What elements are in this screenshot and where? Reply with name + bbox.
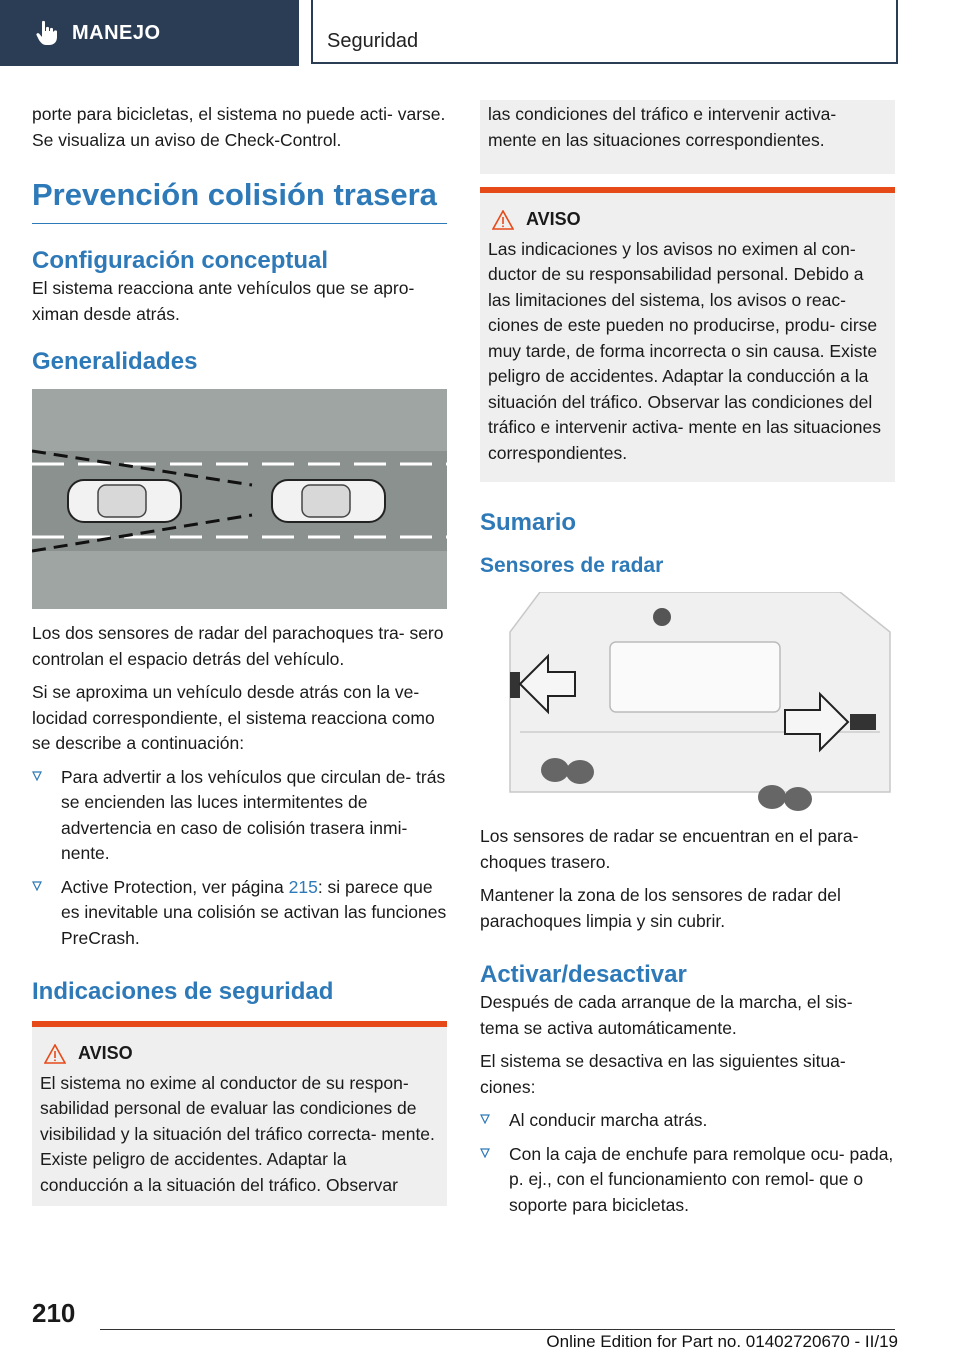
triangle-bullet-icon	[480, 1114, 490, 1124]
car-rear-icon	[68, 480, 181, 522]
reaction-list	[32, 765, 447, 952]
warning-title: AVISO	[78, 1043, 133, 1063]
left-column	[32, 102, 447, 1206]
right-column	[480, 100, 895, 1226]
bullet-text-post: : si parece que es inevitable una colisión se activan las funciones PreCrash.	[61, 876, 447, 948]
warning-triangle-icon	[492, 210, 514, 230]
deactivate-list	[480, 1108, 895, 1218]
warning-triangle-icon	[44, 1044, 66, 1064]
road-cars-illustration	[32, 389, 447, 609]
warning-text: El sistema no exime al conductor de su respon- sabilidad personal de evaluar las condiciones de visibilidad y la situación del tráfico correcta- mente. Existe peligro de accidentes. Adaptar la conducción a la situación del tráfico. Observar	[40, 1072, 435, 1195]
radar-text-2: Mantener la zona de los sensores de radar del parachoques limpia y sin cubrir.	[480, 885, 841, 931]
general-heading: Generalidades	[32, 348, 198, 375]
list-item	[480, 1142, 895, 1219]
para-sensors: Los dos sensores de radar del parachoques tra- sero controlan el espacio detrás del vehículo.	[32, 623, 444, 669]
summary-heading: Sumario	[480, 509, 577, 536]
list-item	[32, 765, 447, 867]
activate-text-2: El sistema se desactiva en las siguientes situa- ciones:	[480, 1051, 846, 1097]
triangle-bullet-icon	[32, 881, 42, 891]
triangle-bullet-icon	[480, 1148, 490, 1158]
bullet-text-pre: Active Protection, ver página	[61, 876, 289, 897]
continued-text: las condiciones del tráfico e intervenir activa- mente en las situaciones correspondientes.	[488, 104, 837, 150]
warning-title: AVISO	[526, 209, 581, 229]
intro-text: porte para bicicletas, el sistema no puede acti- varse. Se visualiza un aviso de Check-Control.	[32, 104, 446, 150]
chapter-tab[interactable]	[311, 0, 898, 64]
list-item	[480, 1108, 895, 1134]
warning-text: Las indicaciones y los avisos no eximen al con- ductor de su responsabilidad personal. Debido a las limitaciones del sistema, los avisos o reac- ciones de este pueden no producirse, produ- cirse muy tarde, de forma incorrecta o sin causa. Existe peligro de accidentes. Adaptar la conducción a la situación del tráfico. Observar las condiciones del tráfico e intervenir activa- mente en las situaciones correspondientes.	[488, 238, 881, 463]
activate-text-1: Después de cada arranque de la marcha, el sis- tema se activa automáticamente.	[480, 992, 853, 1038]
radar-sensor-figure	[480, 592, 895, 812]
concept-text: El sistema reacciona ante vehículos que se apro- ximan desde atrás.	[32, 278, 415, 324]
safety-heading: Indicaciones de seguridad	[32, 978, 334, 1005]
bullet-text: Con la caja de enchufe para remolque ocu- pada, p. ej., con el funcionamiento con remol- que o soporte para bicicletas.	[509, 1143, 894, 1215]
bullet-text: Al conducir marcha atrás.	[509, 1110, 708, 1130]
continued-warning	[480, 100, 895, 174]
page-title: Prevención colisión trasera	[32, 177, 447, 224]
bullet-text: Para advertir a los vehículos que circulan de- trás se encienden las luces intermitentes de advertencia en caso de colisión trasera inmi- nente.	[61, 766, 446, 863]
page-number: 210	[32, 1298, 76, 1328]
radar-heading: Sensores de radar	[480, 554, 664, 577]
list-item	[32, 875, 447, 952]
hand-pointer-icon	[36, 20, 58, 46]
rear-collision-diagram	[32, 389, 447, 609]
edition-text: Online Edition for Part no. 01402720670 - II/19	[546, 1332, 898, 1351]
warning-box	[32, 1021, 447, 1206]
car-bumper-illustration	[480, 592, 895, 812]
activate-heading: Activar/desactivar	[480, 961, 687, 988]
triangle-bullet-icon	[32, 771, 42, 781]
warning-box	[480, 187, 895, 482]
chapter-label: Seguridad	[327, 30, 419, 52]
section-tab[interactable]	[0, 0, 299, 66]
page-link[interactable]: 215	[288, 876, 318, 897]
footer-divider	[100, 1329, 895, 1330]
concept-heading: Configuración conceptual	[32, 247, 329, 274]
radar-text-1: Los sensores de radar se encuentran en el para- choques trasero.	[480, 826, 859, 872]
para-approach: Si se aproxima un vehículo desde atrás con la ve- locidad correspondiente, el sistema reacciona como se describe a continuación:	[32, 682, 435, 753]
section-label: MANEJO	[72, 21, 161, 44]
car-front-icon	[272, 480, 385, 522]
